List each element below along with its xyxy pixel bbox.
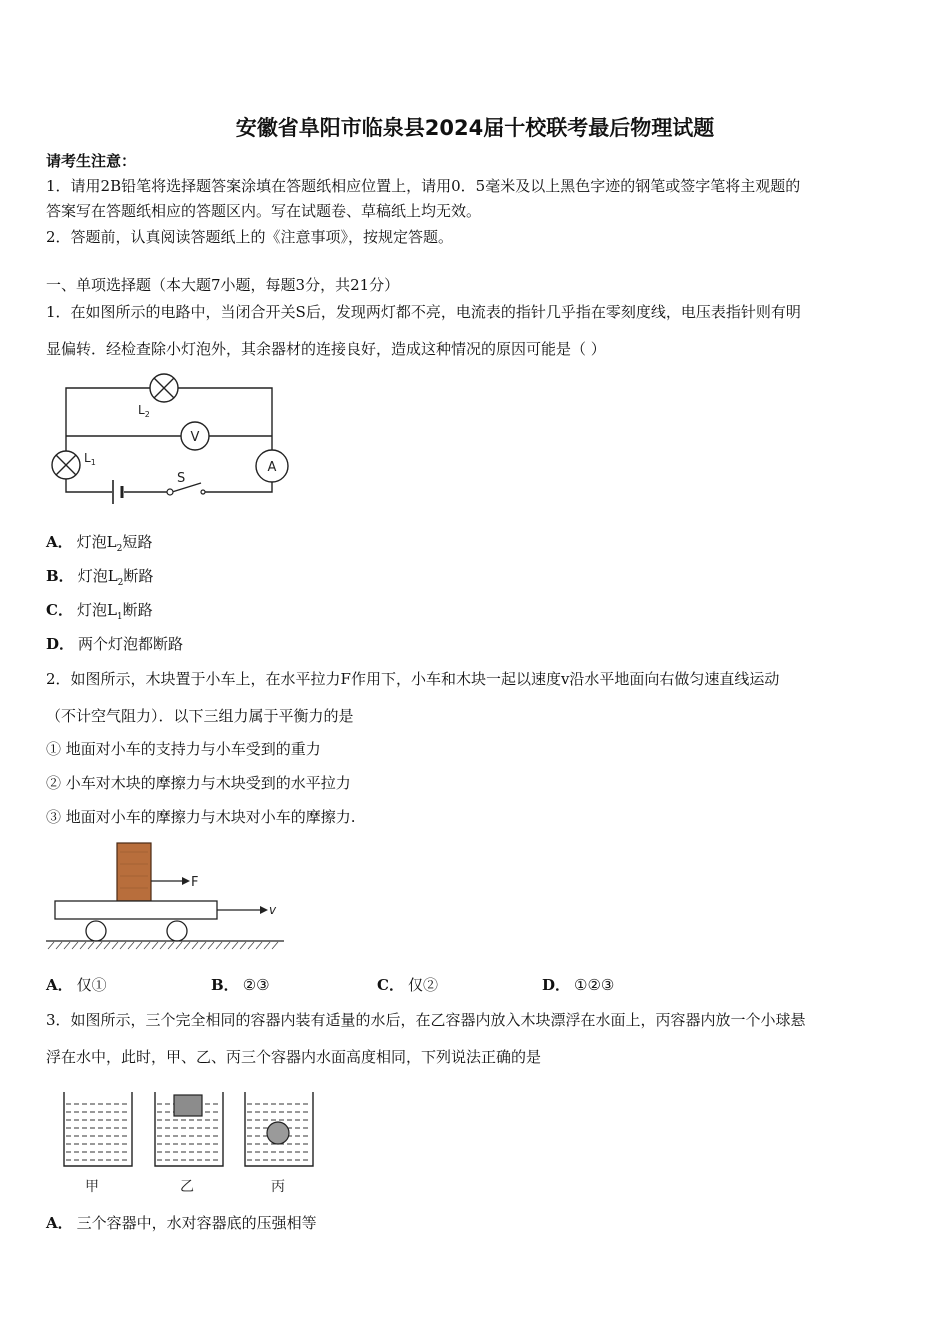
force-arrow-icon — [151, 877, 190, 885]
voltmeter-icon — [181, 422, 209, 450]
floating-block — [174, 1095, 202, 1116]
page-title: 安徽省阜阳市临泉县2024届十校联考最后物理试题 — [235, 116, 715, 140]
suspended-ball — [267, 1122, 289, 1144]
svg-text:L2 — [138, 403, 150, 419]
ground-hatch — [48, 942, 278, 949]
section-heading: 一、单项选择题（本大题7小题，每题3分，共21分） — [46, 276, 400, 294]
notice-line-2: 答案写在答题纸相应的答题区内。写在试题卷、草稿纸上均无效。 — [46, 202, 482, 220]
q2-stem-line-2: （不计空气阻力）．以下三组力属于平衡力的是 — [46, 707, 354, 725]
cart-body — [55, 901, 217, 919]
label-bing: 丙 — [271, 1179, 285, 1195]
q3-stem-line-1: 3．如图所示，三个完全相同的容器内装有适量的水后，在乙容器内放入木块漂浮在水面上，丙容器内放一个小球悬 — [46, 1011, 806, 1029]
l2-label-sub: 2 — [144, 410, 150, 419]
q1-circuit-diagram — [46, 370, 296, 505]
svg-text:L1 — [84, 451, 96, 467]
voltmeter-label: V — [190, 430, 200, 445]
q1-option-c[interactable]: C． 灯泡$L_1$断路 — [46, 601, 153, 622]
l1-label-sub: 1 — [90, 458, 96, 467]
q3-containers-diagram — [56, 1086, 326, 1198]
ammeter-label: A — [267, 460, 277, 475]
q2-option-c[interactable]: C． 仅② — [377, 976, 438, 994]
q1-option-b[interactable]: B． 灯泡$L_2$断路 — [46, 567, 154, 588]
label-jia: 甲 — [85, 1179, 99, 1195]
wheel-right — [167, 921, 187, 941]
container-bing — [245, 1092, 313, 1166]
q3-option-a[interactable]: A． 三个容器中，水对容器底的压强相等 — [46, 1214, 317, 1232]
switch-icon — [167, 489, 205, 495]
q2-cart-diagram — [44, 840, 289, 955]
l2-label: L — [138, 403, 145, 417]
q2-item-2: ② 小车对木块的摩擦力与木块受到的水平拉力 — [46, 774, 351, 792]
q1-stem-line-1: 1．在如图所示的电路中，当闭合开关S后，发现两灯都不亮，电流表的指针几乎指在零刻度线，电压表指针则有明 — [46, 303, 801, 321]
notice-heading: 请考生注意： — [46, 152, 137, 170]
q1-stem-line-2: 显偏转．经检查除小灯泡外，其余器材的连接良好，造成这种情况的原因可能是（ ） — [46, 340, 606, 358]
velocity-arrow-icon — [217, 906, 268, 914]
q1-option-a[interactable]: A． 灯泡$L_2$短路 — [46, 533, 153, 554]
container-yi — [155, 1092, 223, 1166]
q1-option-d[interactable]: D． 两个灯泡都断路 — [46, 635, 184, 653]
battery-icon — [113, 480, 122, 504]
velocity-label: v — [269, 903, 277, 917]
lamp-l2-icon — [150, 374, 178, 402]
q2-item-1: ① 地面对小车的支持力与小车受到的重力 — [46, 740, 321, 758]
q2-stem-line-1: 2．如图所示，木块置于小车上，在水平拉力F作用下，小车和木块一起以速度v沿水平地面向右做匀速直线运动 — [46, 670, 780, 688]
q2-option-b[interactable]: B． ②③ — [211, 976, 270, 994]
switch-label: S — [177, 471, 186, 486]
container-jia — [64, 1092, 132, 1166]
notice-line-3: 2．答题前，认真阅读答题纸上的《注意事项》，按规定答题。 — [46, 228, 454, 246]
ammeter-icon — [256, 450, 288, 482]
l1-label: L — [84, 451, 91, 465]
notice-line-1: 1．请用2B铅笔将选择题答案涂填在答题纸相应位置上，请用0．5毫米及以上黑色字迹的钢笔或签字笔将主观题的 — [46, 177, 801, 195]
q3-stem-line-2: 浮在水中，此时，甲、乙、丙三个容器内水面高度相同，下列说法正确的是 — [46, 1048, 542, 1066]
q2-item-3: ③ 地面对小车的摩擦力与木块对小车的摩擦力. — [46, 808, 356, 826]
label-yi: 乙 — [180, 1179, 194, 1195]
lamp-l1-icon — [52, 451, 80, 479]
wheel-left — [86, 921, 106, 941]
force-label: F — [191, 875, 199, 890]
q2-option-d[interactable]: D． ①②③ — [542, 976, 615, 994]
q2-option-a[interactable]: A． 仅① — [46, 976, 107, 994]
